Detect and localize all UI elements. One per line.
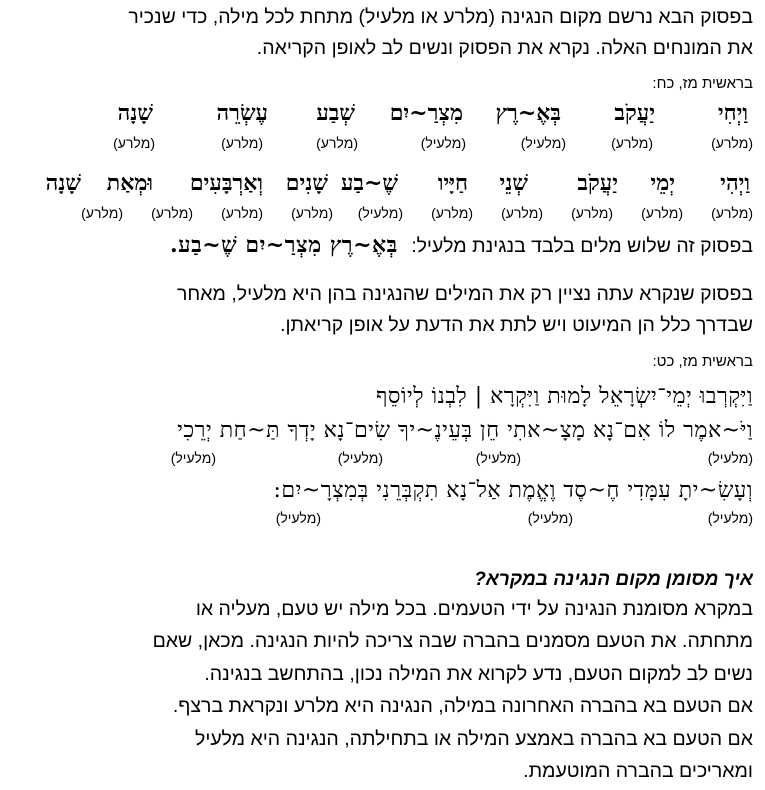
- stress-tag: (מלרע): [611, 135, 653, 151]
- section-line: אם הטעם בא בהברה באמצע המילה או בתחילתה, הנגינה היא מלעיל: [194, 728, 753, 750]
- verse2-line-1: וַיִּקְרְבוּ יְמֵי־יִשְׂרָאֵל לָמוּת וַיִּקְרָא | לִבְנוֹ לְיוֹסֵף: [375, 384, 753, 409]
- stress-tag: (מלעיל): [527, 510, 573, 526]
- verse-word: שָׁנִים: [285, 170, 328, 196]
- verse-word: מִצְרַ~יִם: [389, 100, 463, 126]
- stress-tag: (מלעיל): [357, 205, 403, 221]
- verse2-line2-tags: [11, 450, 753, 470]
- verse-word: עֶשְׂרֵה: [216, 100, 268, 126]
- verse2-line3-tags: [11, 510, 753, 530]
- stress-tag: (מלעיל): [337, 450, 383, 466]
- intro-line-2: את המונחים האלה. נקרא את הפסוק ונשים לב לאופן הקריאה.: [256, 37, 753, 59]
- verse-word: יְמֵי: [650, 170, 675, 196]
- verse-word: וּמְאַת: [106, 170, 153, 196]
- verse2-line-3: וְעָשִׂ~יתָ עִמָּדִי חֶ~סֶד וֶאֱמֶת אַל־נָא תִקְבְּרֵנִי בְּמִצְרָ~יִם:: [273, 478, 753, 503]
- stress-tag: (מלעיל): [275, 510, 321, 526]
- verse1-row2-words: [11, 170, 753, 198]
- stress-tag: (מלעיל): [707, 510, 753, 526]
- verse-word: שְׁבַע: [316, 100, 355, 126]
- stress-tag: (מלרע): [221, 135, 263, 151]
- para2-line-2: שבדרך כלל הן המיעוט ויש לתת את הדעת על אופן קריאתן.: [280, 314, 753, 336]
- verse-word: וַיְהִי: [720, 170, 750, 196]
- stress-tag: (מלעיל): [520, 135, 566, 151]
- verse2-line-2: וַיֹּ~אמֶר לוֹ אִם־נָא מָצָ~אתִי חֵן בְּעֵינֶ~יךָ שִׂים־נָא יָדְךָ תַּ~חַת יְרֵכִי: [177, 418, 753, 443]
- verse-word: שֶׁ~בַע: [340, 170, 398, 196]
- summary-words: בְּאֶ~רֶץ מִצְרַ~יִם שֶׁ~בַע.: [169, 232, 398, 258]
- verse-word: וַיְחִי: [717, 100, 748, 126]
- stress-tag: (מלרע): [501, 205, 543, 221]
- stress-tag: (מלרע): [641, 205, 683, 221]
- verse1-row1-tags: [11, 135, 753, 155]
- stress-tag: (מלעיל): [475, 450, 521, 466]
- stress-tag: (מלרע): [431, 205, 473, 221]
- section-line: נשים לב למקום הטעם, נדע לקרוא את המילה נכון, בהתחשב בנגינה.: [204, 663, 753, 685]
- verse-word: שָׁנָה: [117, 100, 153, 126]
- stress-tag: (מלעיל): [170, 450, 216, 466]
- stress-tag: (מלרע): [571, 205, 613, 221]
- stress-tag: (מלרע): [316, 135, 358, 151]
- stress-tag: (מלרע): [113, 135, 155, 151]
- verse-reference-2: בראשית מז, כט:: [652, 353, 753, 370]
- verse-reference-1: בראשית מז, כח:: [652, 75, 753, 92]
- verse-word: שְׁנֵי: [499, 170, 528, 196]
- section-line: במקרא מסומנת הנגינה על ידי הטעמים. בכל מילה יש טעם, מעליה או: [195, 598, 753, 620]
- stress-tag: (מלרע): [291, 205, 333, 221]
- stress-tag: (מלרע): [81, 205, 123, 221]
- summary-text: בפסוק זה שלוש מלים בלבד בנגינת מלעיל:: [411, 235, 753, 257]
- verse-word: בְּאֶ~רֶץ: [495, 100, 561, 126]
- verse-word: שָׁנָה: [45, 170, 81, 196]
- verse-word: יַעֲקֹב: [577, 170, 618, 196]
- section-heading: איך מסומן מקום הנגינה במקרא?: [474, 569, 753, 590]
- summary-line: [11, 232, 753, 258]
- stress-tag: (מלעיל): [707, 450, 753, 466]
- verse-word: וְאַרְבָּעִים: [189, 170, 263, 196]
- section-line: ומאריכים בהברה המוטעמת.: [523, 760, 753, 782]
- stress-tag: (מלרע): [711, 205, 753, 221]
- verse-word: יַעֲקֹב: [614, 100, 655, 126]
- section-line: מתחתה. את הטעם מסמנים בהברה שבה צריכה להיות הנגינה. מכאן, שאם: [152, 630, 753, 652]
- para2-line-1: בפסוק שנקרא עתה נציין רק את המילים שהנגינה בהן היא מלעיל, מאחר: [177, 283, 753, 305]
- verse1-row1-words: [11, 100, 753, 128]
- stress-tag: (מלרע): [151, 205, 193, 221]
- section-line: אם הטעם בא בהברה האחרונה במילה, הנגינה היא מלרע ונקראת ברצף.: [172, 695, 753, 717]
- verse-word: חַיָּיו: [437, 170, 468, 196]
- intro-line-1: בפסוק הבא נרשם מקום הנגינה (מלרע או מלעיל) מתחת לכל מילה, כדי שנכיר: [128, 6, 753, 28]
- verse1-row2-tags: [11, 205, 753, 225]
- stress-tag: (מלרע): [221, 205, 263, 221]
- stress-tag: (מלעיל): [420, 135, 466, 151]
- stress-tag: (מלרע): [711, 135, 753, 151]
